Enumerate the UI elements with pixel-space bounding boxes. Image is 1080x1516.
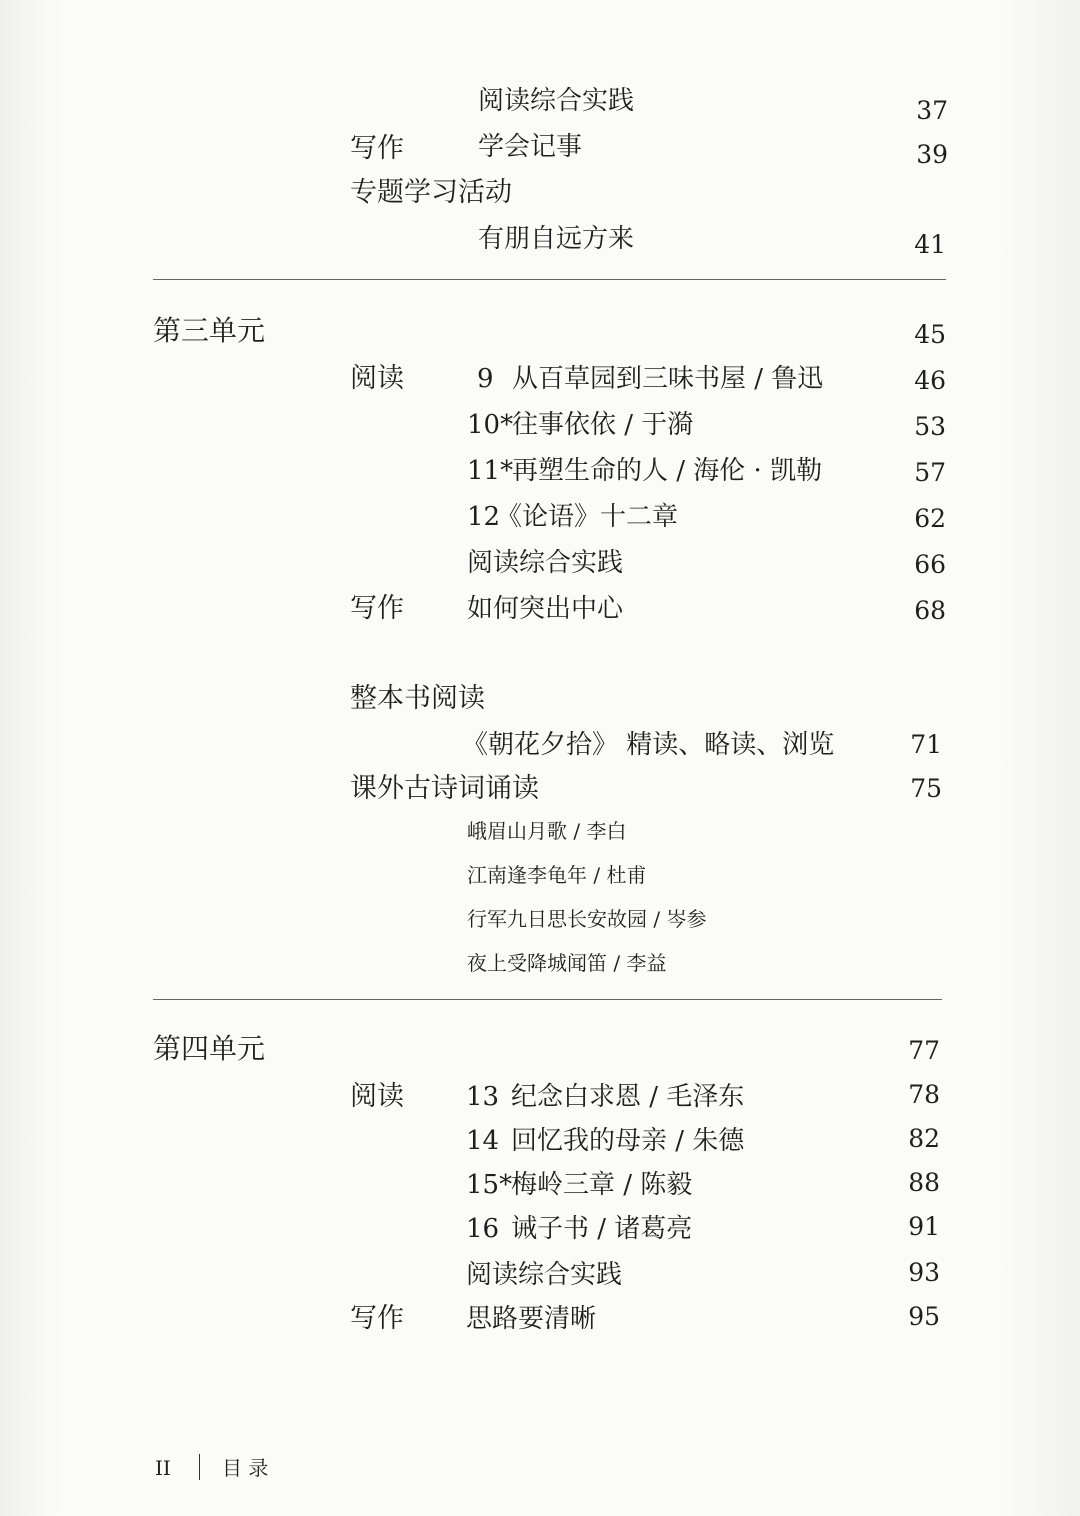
lesson-title: 《论语》十二章 [496, 502, 679, 532]
lesson-number: 15* [466, 1170, 513, 1200]
category-label: 写作 [350, 133, 404, 164]
page-number: 93 [908, 1258, 940, 1287]
unit-title: 第三单元 [153, 314, 266, 347]
lesson-number: 12 [467, 502, 501, 532]
category-label: 写作 [350, 1303, 404, 1334]
category-label: 课外古诗词诵读 [350, 773, 539, 804]
lesson-number: 9 [477, 364, 494, 394]
footer-label: 目 录 [222, 1456, 269, 1480]
page-number: 41 [914, 230, 946, 259]
lesson-title: 回忆我的母亲 / 朱德 [511, 1126, 745, 1156]
lesson-title: 纪念白求恩 / 毛泽东 [511, 1082, 745, 1112]
lesson-number: 13 [466, 1082, 500, 1112]
lesson-number: 14 [466, 1126, 500, 1156]
page-number: 91 [908, 1212, 940, 1241]
poem-item: 江南逢李龟年 / 杜甫 [467, 863, 647, 887]
lesson-title: 往事依依 / 于漪 [512, 410, 694, 440]
poem-item: 峨眉山月歌 / 李白 [467, 819, 627, 843]
footer-separator [199, 1454, 200, 1480]
toc-entry-label: 阅读综合实践 [466, 1260, 623, 1290]
category-label: 阅读 [350, 363, 404, 394]
page-number: 53 [914, 412, 946, 441]
unit-title: 第四单元 [153, 1032, 266, 1065]
page-number: 68 [914, 596, 946, 625]
category-label: 专题学习活动 [350, 177, 512, 208]
lesson-number: 10* [467, 410, 514, 440]
page-number: 95 [908, 1302, 940, 1331]
toc-entry-label: 有朋自远方来 [478, 224, 635, 254]
poem-item: 夜上受降城闻笛 / 李益 [467, 951, 667, 975]
page-number: 66 [914, 550, 946, 579]
page-number: 57 [914, 458, 946, 487]
toc-entry-label: 如何突出中心 [467, 594, 624, 624]
toc-entry-label: 思路要清晰 [466, 1304, 597, 1334]
page-number: 75 [910, 774, 942, 803]
toc-entry-label: 阅读综合实践 [467, 548, 624, 578]
toc-entry-label: 阅读综合实践 [478, 86, 635, 116]
page-number: 71 [910, 730, 942, 759]
category-label: 整本书阅读 [350, 683, 485, 714]
lesson-title: 诫子书 / 诸葛亮 [511, 1214, 693, 1244]
toc-entry-label: 《朝花夕拾》 精读、略读、浏览 [462, 730, 835, 760]
lesson-number: 16 [466, 1214, 500, 1244]
page-number: 46 [914, 366, 946, 395]
page-number: 62 [914, 504, 946, 533]
page-number: 78 [908, 1080, 940, 1109]
page-number: 39 [916, 140, 948, 169]
page-number: 88 [908, 1168, 940, 1197]
page-number: 82 [908, 1124, 940, 1153]
page-number: 37 [916, 96, 948, 125]
section-divider [153, 999, 942, 1000]
section-divider [153, 279, 946, 280]
toc-entry-label: 学会记事 [478, 132, 583, 162]
lesson-number: 11* [467, 456, 514, 486]
footer-page-number: II [155, 1456, 171, 1480]
category-label: 写作 [350, 593, 404, 624]
lesson-title: 再塑生命的人 / 海伦 · 凯勒 [512, 456, 823, 486]
lesson-title: 梅岭三章 / 陈毅 [511, 1170, 693, 1200]
page-number: 45 [914, 320, 946, 349]
page-number: 77 [908, 1036, 940, 1065]
category-label: 阅读 [350, 1081, 404, 1112]
poem-item: 行军九日思长安故园 / 岑参 [467, 907, 707, 931]
lesson-title: 从百草园到三味书屋 / 鲁迅 [512, 364, 824, 394]
